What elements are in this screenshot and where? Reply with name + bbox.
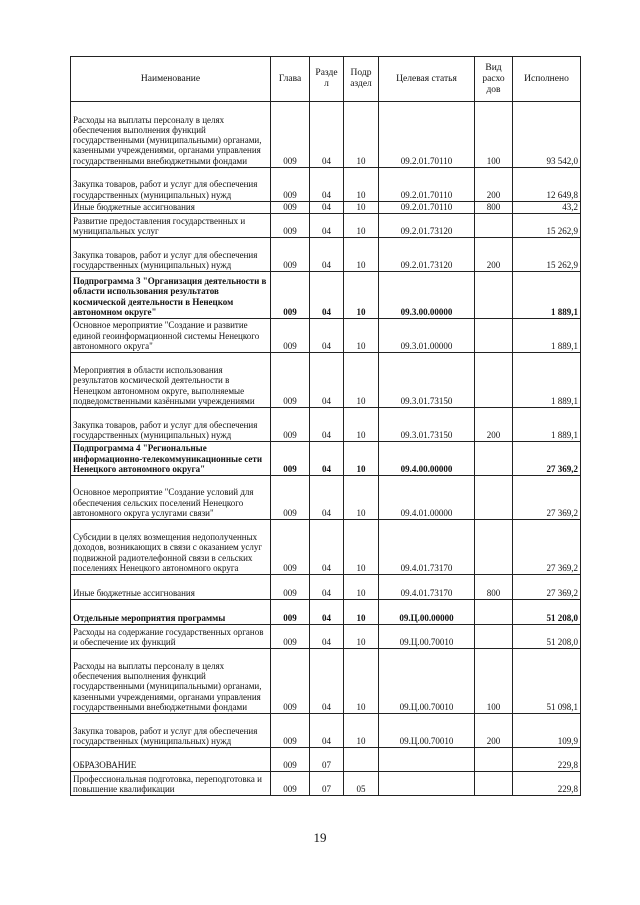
table-cell-razdel: 04 — [310, 214, 344, 238]
table-row — [71, 649, 581, 714]
table-cell-podrazdel: 10 — [344, 408, 379, 442]
table-cell-ispolneno: 27 369,2 — [513, 442, 581, 476]
table-cell-razdel: 04 — [310, 319, 344, 353]
table-cell-statya — [379, 772, 475, 796]
table-row — [71, 272, 581, 319]
table-cell-razdel: 04 — [310, 272, 344, 319]
table-cell-statya: 09.4.01.00000 — [379, 476, 475, 520]
table-cell-razdel: 04 — [310, 202, 344, 214]
table-cell-statya: 09.4.00.00000 — [379, 442, 475, 476]
table-cell-ispolneno: 93 542,0 — [513, 102, 581, 168]
table-cell-glava: 009 — [271, 575, 310, 600]
table-cell-name: Основное мероприятие "Создание условий для обеспечения сельских поселений Ненецкого автономного округа услугами связи" — [71, 476, 271, 520]
table-cell-vid: 200 — [475, 168, 513, 202]
table-cell-glava: 009 — [271, 520, 310, 575]
table-cell-podrazdel: 10 — [344, 649, 379, 714]
page-number: 19 — [313, 830, 327, 845]
table-cell-vid: 800 — [475, 575, 513, 600]
table-cell-razdel: 04 — [310, 476, 344, 520]
table-cell-vid: 100 — [475, 649, 513, 714]
table-cell-ispolneno: 15 262,9 — [513, 214, 581, 238]
header-vid: Вид расхо дов — [475, 57, 513, 102]
budget-table — [70, 56, 581, 796]
table-cell-statya: 09.3.00.00000 — [379, 272, 475, 319]
table-row — [71, 442, 581, 476]
table-cell-podrazdel: 05 — [344, 772, 379, 796]
table-cell-statya: 09.Ц.00.00000 — [379, 600, 475, 625]
table-cell-name: Развитие предоставления государственных и муниципальных услуг — [71, 214, 271, 238]
header-podrazdel: Подр аздел — [344, 57, 379, 102]
table-cell-statya: 09.3.01.73150 — [379, 408, 475, 442]
table-cell-ispolneno: 229,8 — [513, 748, 581, 772]
table-cell-razdel: 04 — [310, 625, 344, 649]
table-cell-razdel: 04 — [310, 600, 344, 625]
table-row — [71, 102, 581, 168]
header-ispolneno: Исполнено — [513, 57, 581, 102]
table-cell-vid — [475, 772, 513, 796]
table-cell-glava: 009 — [271, 272, 310, 319]
table-row — [71, 202, 581, 214]
table-cell-glava: 009 — [271, 600, 310, 625]
table-cell-ispolneno: 27 369,2 — [513, 476, 581, 520]
table-cell-glava: 009 — [271, 102, 310, 168]
table-body — [71, 102, 581, 796]
table-cell-name: Расходы на выплаты персоналу в целях обеспечения выполнения функций государственными (муниципальными) органами, казенными учреждениями, органами управления государственными внебюджетными фондами — [71, 102, 271, 168]
table-cell-vid: 200 — [475, 238, 513, 272]
table-cell-name: Подпрограмма 4 "Региональные информационно-телекоммуникационные сети Ненецкого автономного округа" — [71, 442, 271, 476]
table-cell-vid — [475, 520, 513, 575]
table-cell-name: Закупка товаров, работ и услуг для обеспечения государственных (муниципальных) нужд — [71, 238, 271, 272]
table-cell-vid — [475, 625, 513, 649]
table-cell-razdel: 04 — [310, 575, 344, 600]
table-row — [71, 476, 581, 520]
table-row — [71, 600, 581, 625]
table-cell-razdel: 04 — [310, 238, 344, 272]
table-row — [71, 168, 581, 202]
table-cell-podrazdel: 10 — [344, 214, 379, 238]
header-razdel: Разде л — [310, 57, 344, 102]
header-name: Наименование — [71, 57, 271, 102]
table-cell-glava: 009 — [271, 714, 310, 748]
table-cell-ispolneno: 1 889,1 — [513, 353, 581, 408]
table-row — [71, 238, 581, 272]
table-cell-statya — [379, 748, 475, 772]
table-cell-razdel: 04 — [310, 714, 344, 748]
table-cell-glava: 009 — [271, 214, 310, 238]
table-cell-glava: 009 — [271, 476, 310, 520]
table-cell-podrazdel: 10 — [344, 319, 379, 353]
table-row — [71, 408, 581, 442]
header-row — [71, 57, 581, 102]
table-row — [71, 353, 581, 408]
table-cell-name: Закупка товаров, работ и услуг для обеспечения государственных (муниципальных) нужд — [71, 168, 271, 202]
table-cell-name: Иные бюджетные ассигнования — [71, 575, 271, 600]
table-row — [71, 714, 581, 748]
table-cell-statya: 09.2.01.73120 — [379, 238, 475, 272]
table-row — [71, 319, 581, 353]
table-cell-vid — [475, 353, 513, 408]
table-cell-razdel: 04 — [310, 520, 344, 575]
table-row — [71, 772, 581, 796]
table-cell-ispolneno: 12 649,8 — [513, 168, 581, 202]
table-cell-statya: 09.2.01.70110 — [379, 202, 475, 214]
table-cell-statya: 09.Ц.00.70010 — [379, 625, 475, 649]
table-cell-podrazdel: 10 — [344, 353, 379, 408]
table-cell-vid: 200 — [475, 408, 513, 442]
table-cell-statya: 09.4.01.73170 — [379, 575, 475, 600]
table-row — [71, 520, 581, 575]
table-cell-statya: 09.2.01.70110 — [379, 102, 475, 168]
table-cell-ispolneno: 51 098,1 — [513, 649, 581, 714]
table-cell-name: Мероприятия в области использования результатов космической деятельности в Ненецком автономном округе, выполняемые подведомственными казёнными учреждениями — [71, 353, 271, 408]
table-cell-podrazdel — [344, 748, 379, 772]
table-cell-name: Субсидии в целях возмещения недополученных доходов, возникающих в связи с оказанием услуг подвижной радиотелефонной связи в сельских поселениях Ненецкого автономного округа — [71, 520, 271, 575]
table-cell-glava: 009 — [271, 319, 310, 353]
table-cell-podrazdel: 10 — [344, 272, 379, 319]
table-cell-vid — [475, 748, 513, 772]
table-cell-statya: 09.4.01.73170 — [379, 520, 475, 575]
table-cell-vid: 800 — [475, 202, 513, 214]
table-cell-ispolneno: 27 369,2 — [513, 520, 581, 575]
table-cell-ispolneno: 1 889,1 — [513, 319, 581, 353]
table-cell-name: Профессиональная подготовка, переподготовка и повышение квалификации — [71, 772, 271, 796]
table-row — [71, 748, 581, 772]
table-cell-glava: 009 — [271, 238, 310, 272]
table-cell-podrazdel: 10 — [344, 600, 379, 625]
table-cell-glava: 009 — [271, 353, 310, 408]
header-statya: Целевая статья — [379, 57, 475, 102]
table-cell-name: Закупка товаров, работ и услуг для обеспечения государственных (муниципальных) нужд — [71, 408, 271, 442]
table-cell-razdel: 04 — [310, 442, 344, 476]
table-cell-podrazdel: 10 — [344, 575, 379, 600]
table-cell-ispolneno: 27 369,2 — [513, 575, 581, 600]
table-cell-vid — [475, 476, 513, 520]
table-cell-glava: 009 — [271, 649, 310, 714]
table-cell-vid — [475, 272, 513, 319]
table-cell-podrazdel: 10 — [344, 520, 379, 575]
table-cell-razdel: 07 — [310, 772, 344, 796]
table-cell-podrazdel: 10 — [344, 714, 379, 748]
table-cell-glava: 009 — [271, 442, 310, 476]
table-cell-razdel: 07 — [310, 748, 344, 772]
table-cell-glava: 009 — [271, 772, 310, 796]
table-cell-name: Закупка товаров, работ и услуг для обеспечения государственных (муниципальных) нужд — [71, 714, 271, 748]
table-cell-ispolneno: 1 889,1 — [513, 408, 581, 442]
table-cell-podrazdel: 10 — [344, 476, 379, 520]
table-cell-statya: 09.2.01.73120 — [379, 214, 475, 238]
table-cell-statya: 09.Ц.00.70010 — [379, 714, 475, 748]
table-cell-razdel: 04 — [310, 353, 344, 408]
table-cell-name: Расходы на содержание государственных органов и обеспечение их функций — [71, 625, 271, 649]
table-cell-razdel: 04 — [310, 408, 344, 442]
table-cell-statya: 09.2.01.70110 — [379, 168, 475, 202]
table-cell-statya: 09.3.01.73150 — [379, 353, 475, 408]
table-cell-name: ОБРАЗОВАНИЕ — [71, 748, 271, 772]
table-row — [71, 625, 581, 649]
table-cell-glava: 009 — [271, 202, 310, 214]
table-cell-glava: 009 — [271, 408, 310, 442]
table-cell-podrazdel: 10 — [344, 168, 379, 202]
table-cell-ispolneno: 229,8 — [513, 772, 581, 796]
table-cell-name: Отдельные мероприятия программы — [71, 600, 271, 625]
table-cell-vid — [475, 214, 513, 238]
table-cell-vid: 200 — [475, 714, 513, 748]
table-cell-ispolneno: 51 208,0 — [513, 625, 581, 649]
table-cell-ispolneno: 43,2 — [513, 202, 581, 214]
table-cell-name: Подпрограмма 3 "Организация деятельности в области использования результатов космической деятельности в Ненецком автономном округе" — [71, 272, 271, 319]
table-cell-glava: 009 — [271, 625, 310, 649]
table-cell-vid — [475, 600, 513, 625]
table-cell-name: Иные бюджетные ассигнования — [71, 202, 271, 214]
table-cell-podrazdel: 10 — [344, 202, 379, 214]
table-cell-vid: 100 — [475, 102, 513, 168]
table-cell-podrazdel: 10 — [344, 102, 379, 168]
table-row — [71, 575, 581, 600]
table-cell-ispolneno: 51 208,0 — [513, 600, 581, 625]
table-cell-razdel: 04 — [310, 102, 344, 168]
table-cell-statya: 09.Ц.00.70010 — [379, 649, 475, 714]
table-cell-ispolneno: 109,9 — [513, 714, 581, 748]
table-cell-statya: 09.3.01.00000 — [379, 319, 475, 353]
table-cell-vid — [475, 442, 513, 476]
table-cell-razdel: 04 — [310, 649, 344, 714]
table-cell-podrazdel: 10 — [344, 625, 379, 649]
table-cell-ispolneno: 15 262,9 — [513, 238, 581, 272]
table-cell-glava: 009 — [271, 748, 310, 772]
table-cell-podrazdel: 10 — [344, 442, 379, 476]
table-cell-podrazdel: 10 — [344, 238, 379, 272]
table-cell-glava: 009 — [271, 168, 310, 202]
table-cell-vid — [475, 319, 513, 353]
header-glava: Глава — [271, 57, 310, 102]
table-cell-name: Основное мероприятие "Создание и развитие единой геоинформационной системы Ненецкого автономного округа" — [71, 319, 271, 353]
table-cell-name: Расходы на выплаты персоналу в целях обеспечения выполнения функций государственными (муниципальными) органами, казенными учреждениями, органами управления государственными внебюджетными фондами — [71, 649, 271, 714]
table-row — [71, 214, 581, 238]
table-cell-razdel: 04 — [310, 168, 344, 202]
table-cell-ispolneno: 1 889,1 — [513, 272, 581, 319]
